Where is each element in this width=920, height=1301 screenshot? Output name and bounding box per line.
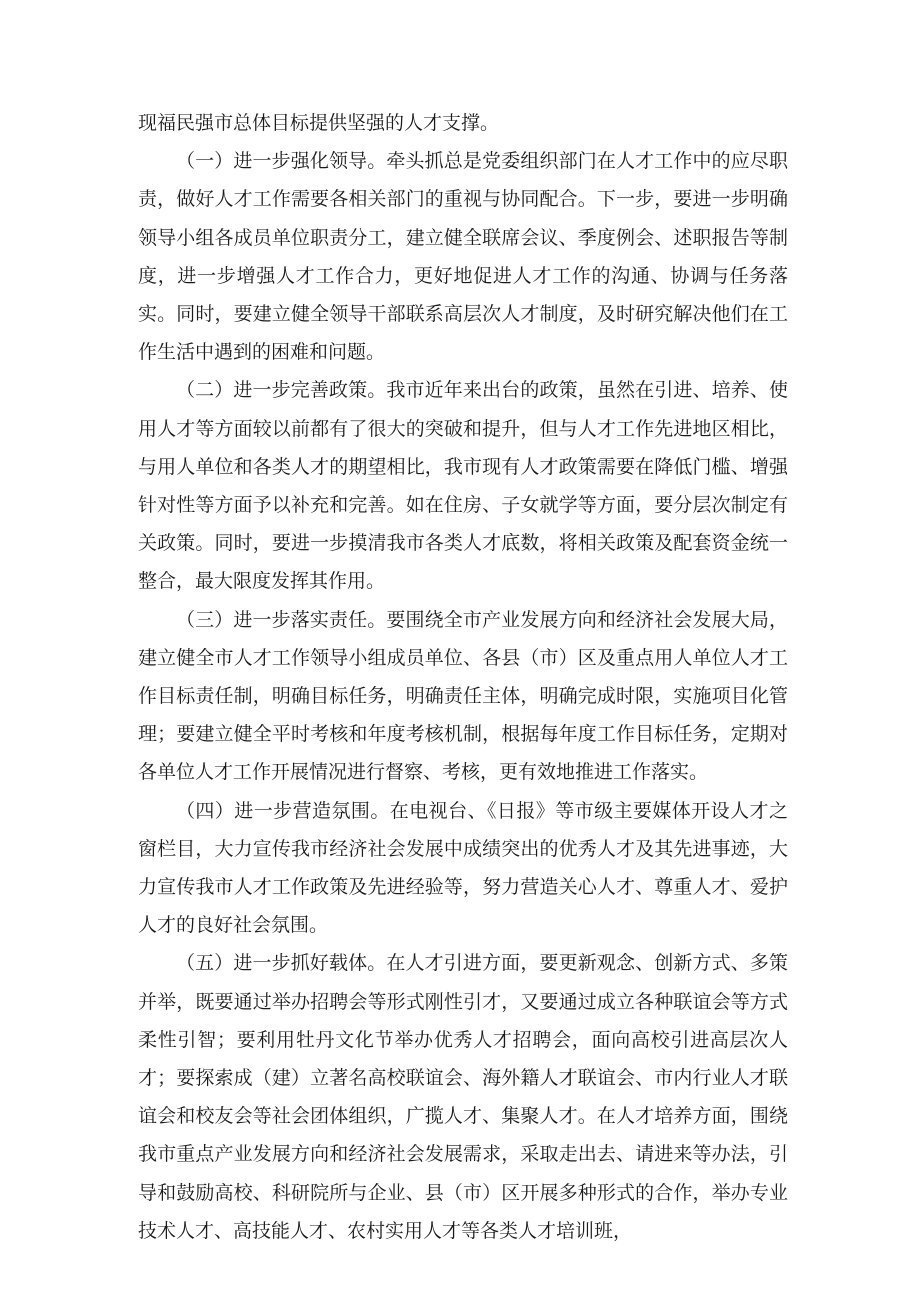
paragraph-improve-policy: （二）进一步完善政策。我市近年来出台的政策，虽然在引进、培养、使用人才等方面较以前都有了很大的突破和提升，但与人才工作先进地区相比，与用人单位和各类人才的期望相比，我市现有人才政策需要在降低门槛、增强针对性等方面予以补充和完善。如在住房、子女就学等方面，要分层次制定有关政策。同时，要进一步摸清我市各类人才底数，将相关政策及配套资金统一整合，最大限度发挥其作用。: [138, 379, 788, 593]
paragraph-grasp-carriers: （五）进一步抓好载体。在人才引进方面，要更新观念、创新方式、多策并举，既要通过举办招聘会等形式刚性引才，又要通过成立各种联谊会等方式柔性引智；要利用牡丹文化节举办优秀人才招聘会，面向高校引进高层次人才；要探索成（建）立著名高校联谊会、海外籍人才联谊会、市内行业人才联谊会和校友会等社会团体组织，广揽人才、集聚人才。在人才培养方面，围绕我市重点产业发展方向和经济社会发展需求，采取走出去、请进来等办法，引导和鼓励高校、科研院所与企业、县（市）区开展多种形式的合作，举办专业技术人才、高技能人才、农村实用人才等各类人才培训班，: [138, 952, 788, 1242]
paragraph-create-atmosphere: （四）进一步营造氛围。在电视台、《日报》等市级主要媒体开设人才之窗栏目，大力宣传我市经济社会发展中成绩突出的优秀人才及其先进事迹，大力宣传我市人才工作政策及先进经验等，努力营造关心人才、尊重人才、爱护人才的良好社会氛围。: [138, 799, 788, 937]
paragraph-strengthen-leadership: （一）进一步强化领导。牵头抓总是党委组织部门在人才工作中的应尽职责，做好人才工作需要各相关部门的重视与协同配合。下一步，要进一步明确领导小组各成员单位职责分工，建立健全联席会议、季度例会、述职报告等制度，进一步增强人才工作合力，更好地促进人才工作的沟通、协调与任务落实。同时，要建立健全领导干部联系高层次人才制度，及时研究解决他们在工作生活中遇到的困难和问题。: [138, 150, 788, 364]
paragraph-implement-responsibility: （三）进一步落实责任。要围绕全市产业发展方向和经济社会发展大局，建立健全市人才工作领导小组成员单位、各县（市）区及重点用人单位人才工作目标责任制，明确目标任务，明确责任主体，明确完成时限，实施项目化管理；要建立健全平时考核和年度考核机制，根据每年度工作目标任务，定期对各单位人才工作开展情况进行督察、考核，更有效地推进工作落实。: [138, 608, 788, 784]
paragraph-continuation: 现福民强市总体目标提供坚强的人才支撑。: [138, 112, 500, 134]
document-body: [138, 104, 788, 1250]
